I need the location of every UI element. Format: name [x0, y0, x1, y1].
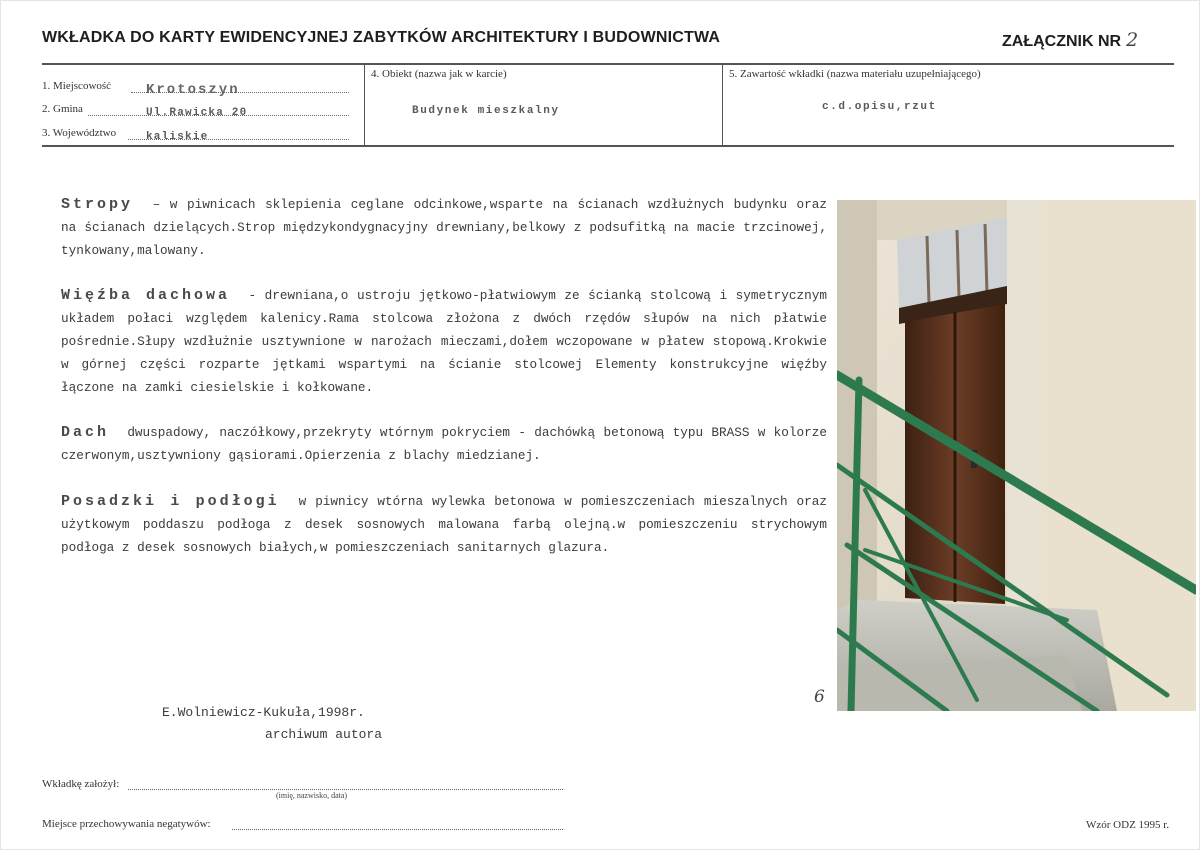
section-floors [61, 194, 827, 262]
description-body [61, 194, 827, 582]
header-bottom-rule [42, 145, 1174, 147]
transom-bar-3 [985, 224, 987, 294]
section-flooring-text: w piwnicy wtórna wylewka betonowa w pomieszczeniach mieszalnych oraz użytkowym poddaszu podłoga z desek sosnowych malowana farbą olejną.w pomieszczeniu strychowym podłoga z desek sosnowych białych,w pomieszczeniach sanitarnych glazura. [61, 493, 827, 555]
page-number: 6 [814, 687, 825, 707]
entrance-stairs-photo [837, 200, 1196, 711]
column-divider-2 [722, 64, 723, 146]
section-roof-heading: Dach [61, 424, 110, 442]
section-flooring [61, 491, 827, 559]
transom-bar-2 [957, 230, 959, 298]
field-content-value: c.d.opisu,rzut [822, 101, 937, 113]
author-line: E.Wolniewicz-Kukuła,1998r. [162, 705, 365, 720]
annex-number: 2 [1126, 29, 1139, 51]
section-roof-truss [61, 285, 827, 399]
pilaster [1007, 200, 1041, 630]
inserted-by-dots [128, 789, 563, 790]
archive-line: archiwum autora [265, 727, 383, 742]
section-flooring-heading: Posadzki i podłogi [61, 492, 280, 510]
field-voivodeship-label: 3. Województwo [42, 127, 117, 139]
section-floors-heading: Stropy [61, 196, 134, 213]
section-roof-text: dwuspadowy, naczółkowy,przekryty wtórnym pokryciem - dachówką betonową typu BRASS w kolorze czerwonym,usztywniony gąsiorami.Opierzenia z blachy miedzianej. [61, 425, 827, 464]
field-voivodeship-value: kaliskie [146, 131, 209, 143]
field-content-label: 5. Zawartość wkładki (nazwa materiału uzupełniającego) [729, 68, 981, 80]
photo-drawing [837, 200, 1196, 711]
header-top-rule [42, 63, 1174, 65]
transom-bar-1 [927, 236, 929, 304]
negatives-dots [232, 829, 563, 830]
column-divider-1 [364, 64, 365, 146]
document-title: WKŁADKA DO KARTY EWIDENCYJNEJ ZABYTKÓW ARCHITEKTURY I BUDOWNICTWA [42, 29, 721, 46]
field-object-label: 4. Obiekt (nazwa jak w karcie) [371, 68, 507, 80]
section-floors-text: – w piwnicach sklepienia ceglane odcinkowe,wsparte na ścianach wzdłużnych budynku oraz na ścianach dzielących.Strop międzykondygnacyjny drewniany,belkowy z podsufitką na macie trzcinowej, tynkowany,malowany. [61, 197, 827, 258]
section-roof-truss-heading: Więźba dachowa [61, 287, 230, 305]
section-roof [61, 422, 827, 468]
inserted-by-hint: (imię, nazwisko, data) [276, 791, 348, 800]
template-note: Wzór ODZ 1995 r. [1086, 819, 1170, 831]
field-object-value: Budynek mieszkalny [412, 105, 560, 117]
field-commune-value: Ul.Rawicka 20 [146, 107, 248, 119]
negatives-label: Miejsce przechowywania negatywów: [42, 818, 211, 830]
annex-label-group [1002, 29, 1138, 51]
annex-label: ZAŁĄCZNIK NR [1002, 33, 1122, 50]
field-locality-label: 1. Miejscowość [42, 80, 112, 92]
field-commune-label: 2. Gmina [42, 103, 83, 115]
section-roof-truss-text: - drewniana,o ustroju jętkowo-płatwiowym ze ścianką stolcową i symetrycznym układem połaci względem kalenicy.Rama stolcowa złożona z dwóch rzędów słupów na nich płatwie pośrednie.Słupy wzdłużnie usztywnione w narożach mieczami,dołem wczopowane w płatew stopową.Krokwie w górnej części rozparte jętkami wspartymi na ścianie stolcowej Elementy konstrukcyjne więźby łączone na zamki ciesielskie i kołkowane. [61, 288, 827, 395]
field-locality-value: Krotoszyn [146, 82, 240, 98]
inserted-by-label: Wkładkę założył: [42, 778, 120, 790]
